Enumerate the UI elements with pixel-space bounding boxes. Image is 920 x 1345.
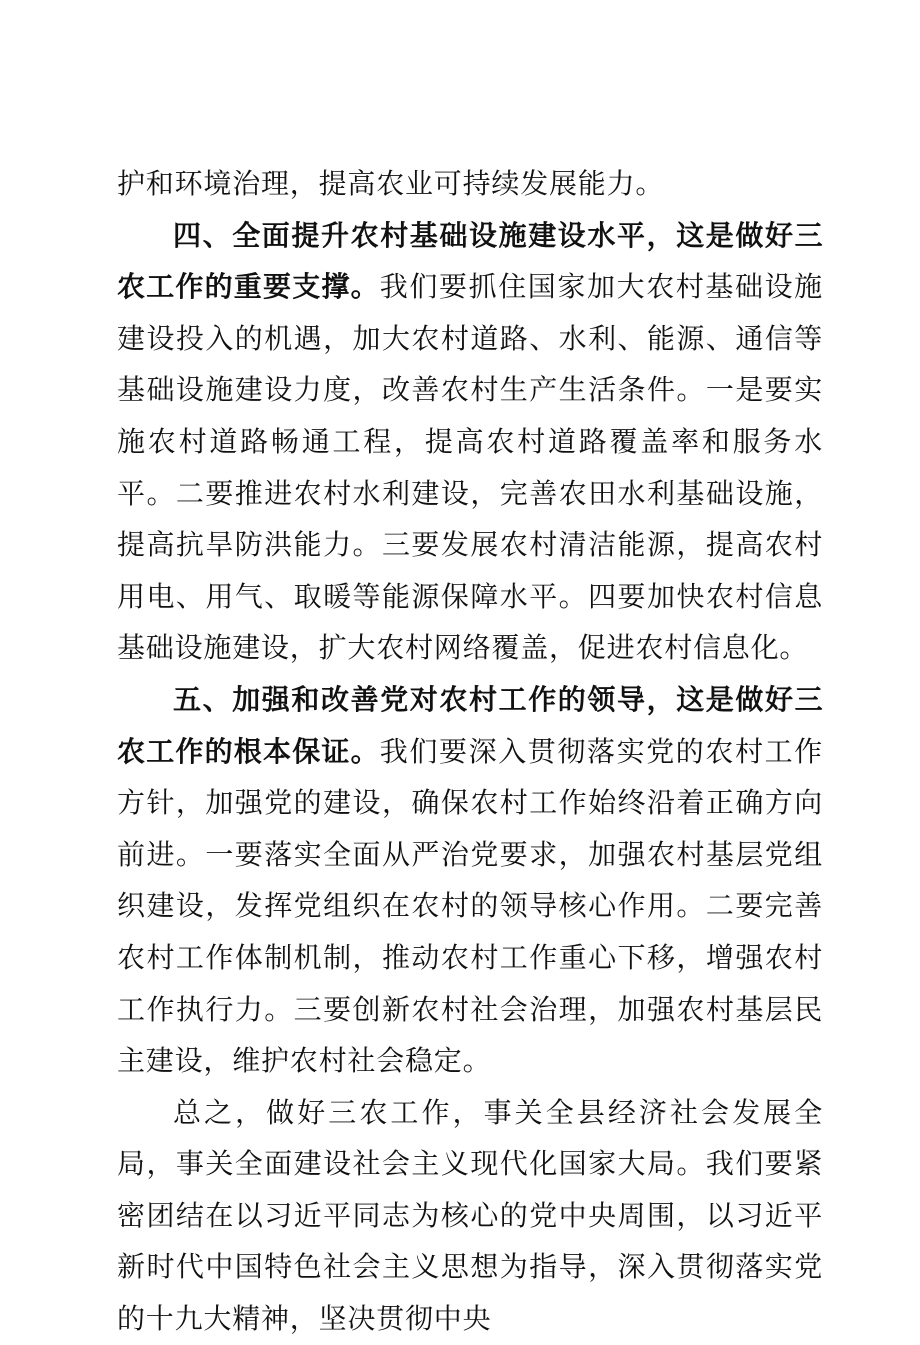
paragraph-continued [117,158,823,210]
paragraph-section-four [117,210,823,674]
section-heading-five: 五、加强和改善党对农村工作的领导，这是做好三农工作的根本保证。 [117,682,823,768]
paragraph-body: 总之，做好三农工作，事关全县经济社会发展全局，事关全面建设社会主义现代化国家大局。我们要紧密团结在以习近平同志为核心的党中央周围，以习近平新时代中国特色社会主义思想为指导，深入贯彻落实党的十九大精神，坚决贯彻中央 [117,1095,823,1336]
paragraph-section-five [117,674,823,1087]
paragraph-body: 我们要抓住国家加大农村基础设施建设投入的机遇，加大农村道路、水利、能源、通信等基础设施建设力度，改善农村生产生活条件。一是要实施农村道路畅通工程，提高农村道路覆盖率和服务水平。二要推进农村水利建设，完善农田水利基础设施，提高抗旱防洪能力。三要发展农村清洁能源，提高农村用电、用气、取暖等能源保障水平。四要加快农村信息基础设施建设，扩大农村网络覆盖，促进农村信息化。 [117,270,823,665]
paragraph-body: 护和环境治理，提高农业可持续发展能力。 [117,167,665,200]
paragraph-conclusion [117,1087,823,1345]
section-heading-four: 四、全面提升农村基础设施建设水平，这是做好三农工作的重要支撑。 [117,218,823,304]
document-body [117,158,823,1345]
paragraph-body: 我们要深入贯彻落实党的农村工作方针，加强党的建设，确保农村工作始终沿着正确方向前进。一要落实全面从严治党要求，加强农村基层党组织建设，发挥党组织在农村的领导核心作用。二要完善农村工作体制机制，推动农村工作重心下移，增强农村工作执行力。三要创新农村社会治理，加强农村基层民主建设，维护农村社会稳定。 [117,734,823,1078]
